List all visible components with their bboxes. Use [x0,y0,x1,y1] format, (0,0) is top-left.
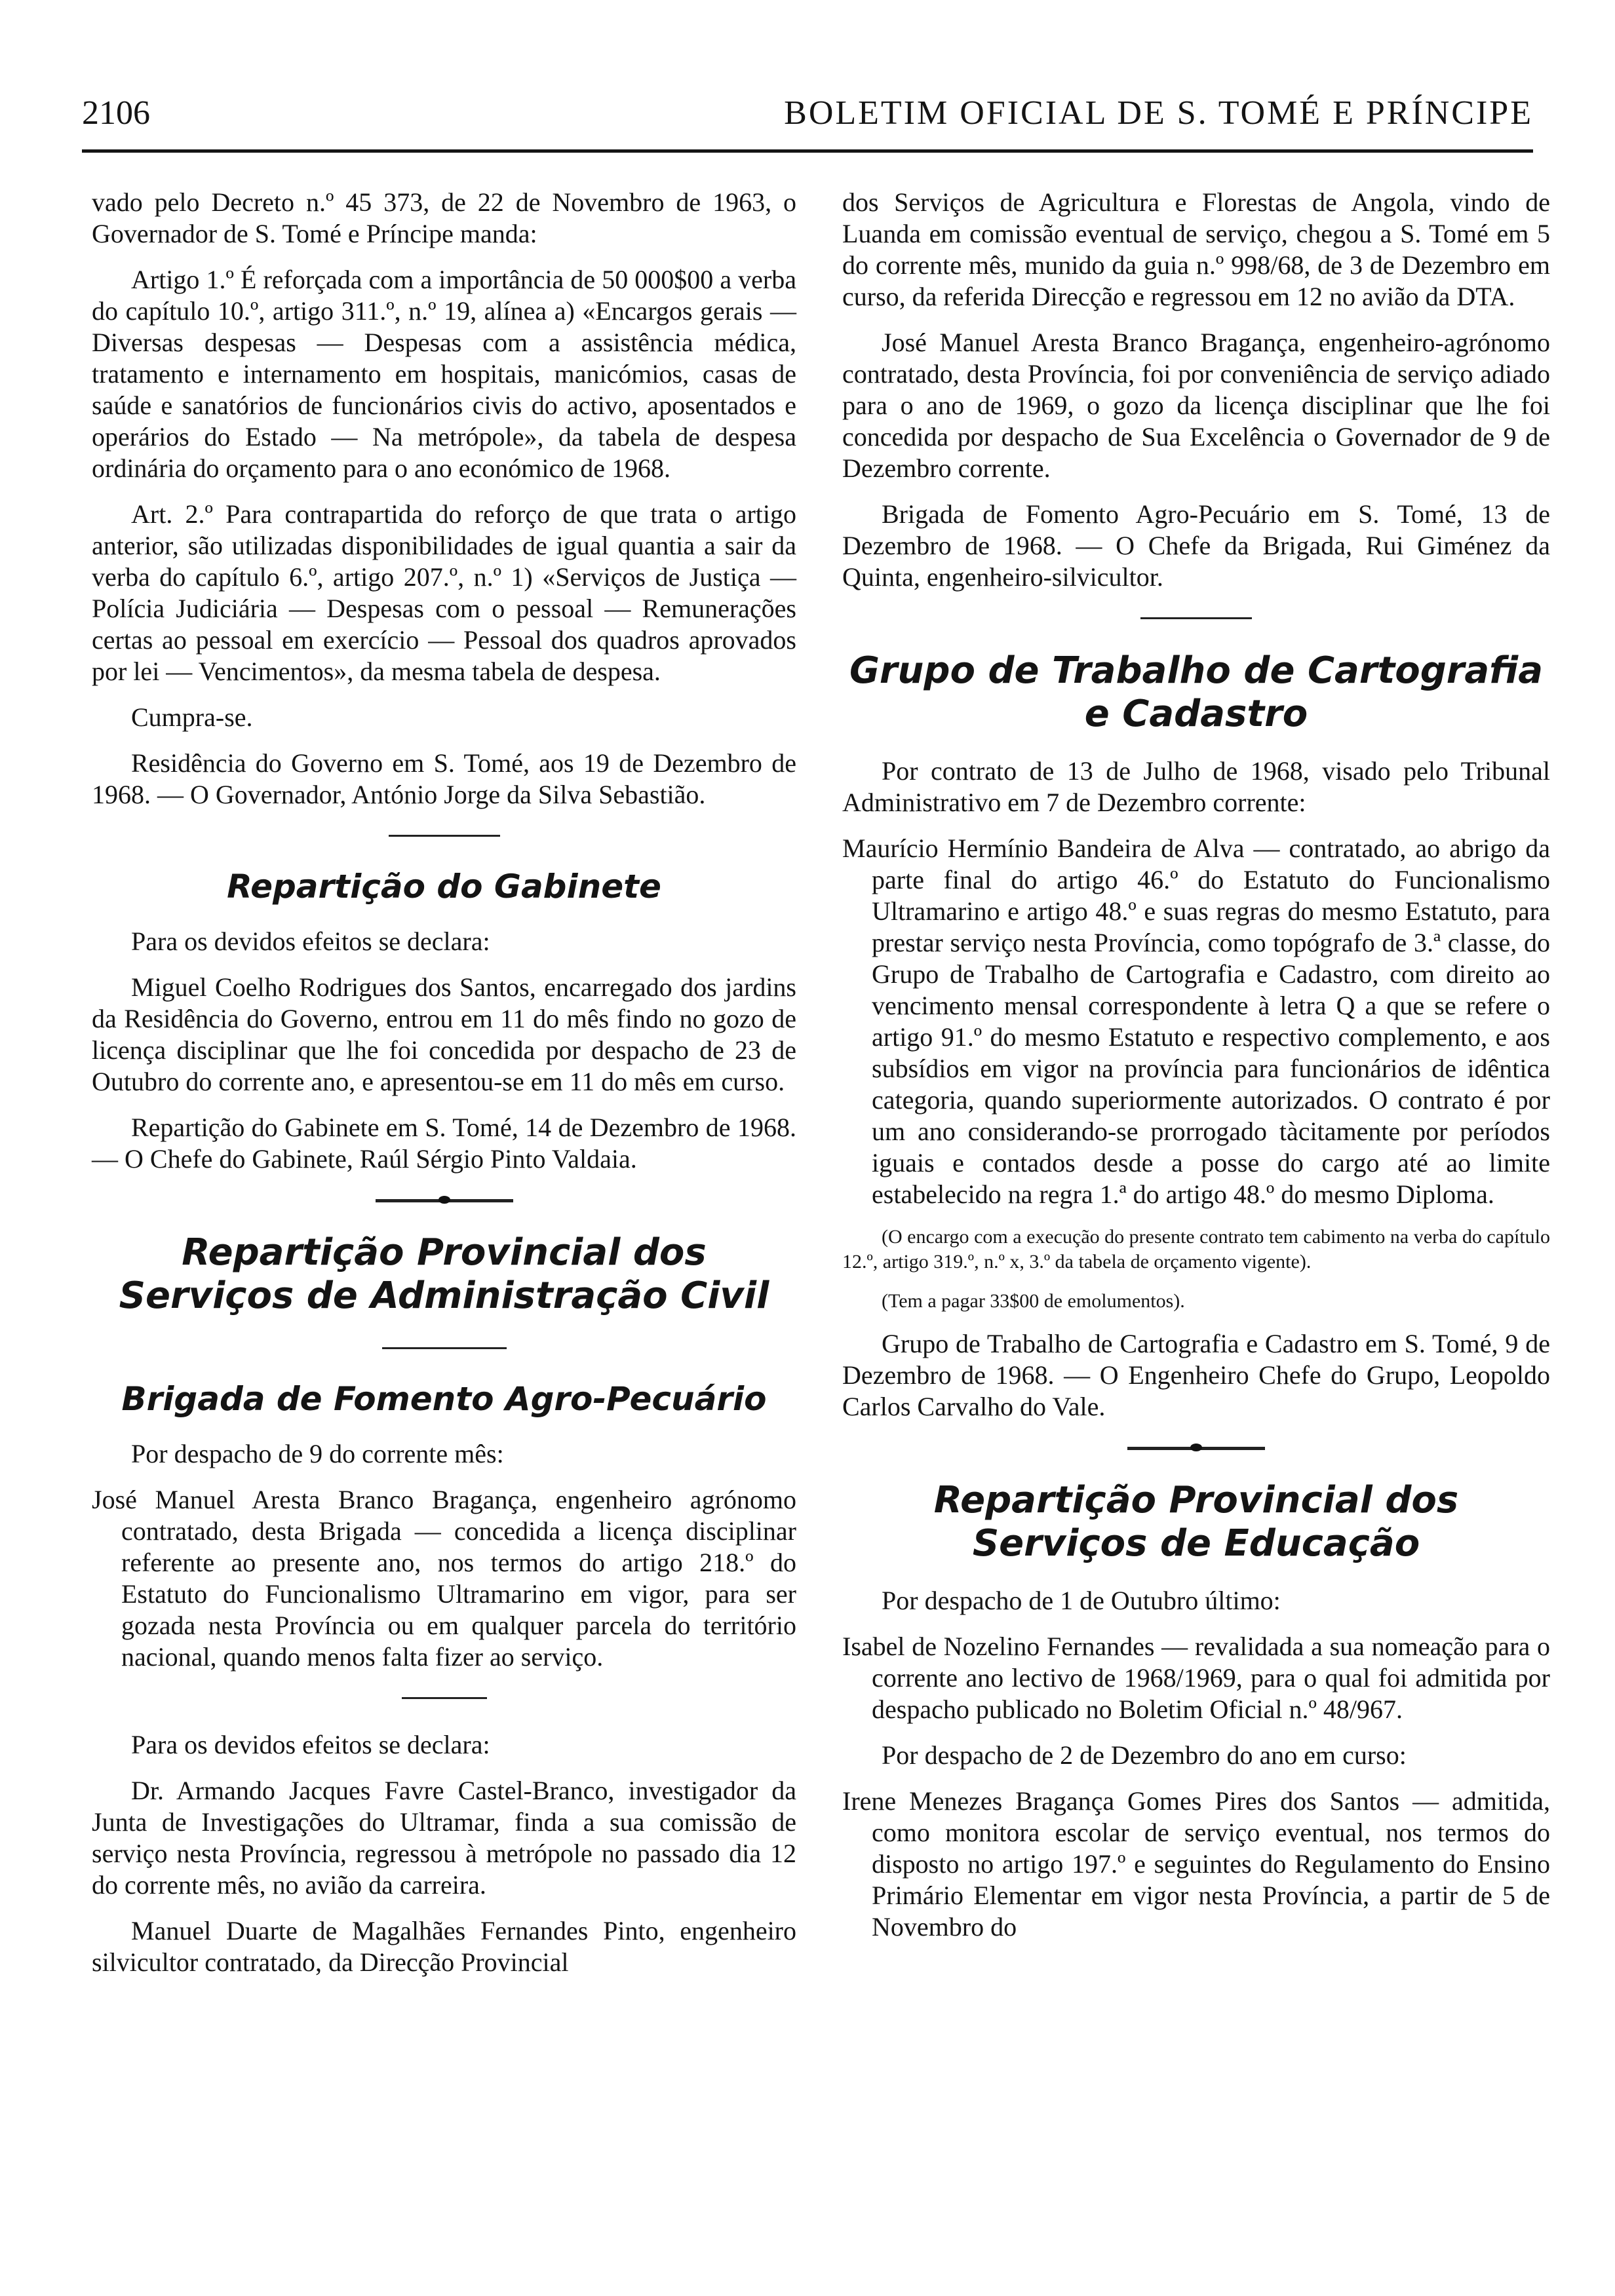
left-paragraph: José Manuel Aresta Branco Bragança, engenheiro agrónomo contratado, desta Brigada — concedida a licença disciplinar referente ao presente ano, nos termos do artigo 218.º do Estatuto do Funcionalismo Ultramarino em vigor, para ser gozada nesta Província ou em qualquer parcela do território nacional, quando menos falta fizer ao serviço. [92,1485,796,1672]
section-heading: Grupo de Trabalho de Cartografia e Cadastro [849,649,1544,735]
right-paragraph: Isabel de Nozelino Fernandes — revalidada a sua nomeação para o corrente ano lectivo de 1968/1969, para o qual foi admitida por despacho publicado no Boletim Oficial n.º 48/967. [842,1632,1550,1724]
page-header [82,88,1533,141]
right-paragraph: Maurício Hermínio Bandeira de Alva — contratado, ao abrigo da parte final do artigo 46.º do Estatuto do Funcionalismo Ultramarino e artigo 48.º e suas regras do mesmo Estatuto, para prestar serviço nesta Província, como topógrafo de 3.ª classe, do Grupo de Trabalho de Cartografia e Cadastro, com direito ao vencimento mensal correspondente à letra Q a que se refere o artigo 91.º do mesmo Estatuto e respectivo complemento, e aos subsídios em vigor na província para funcionários de idêntica categoria, quando superiormente autorizados. O contrato é por um ano considerando-se prorrogado tàcitamente por períodos iguais e contados desde a posse do cargo até ao limite estabelecido na regra 1.ª do artigo 48.º do mesmo Diploma. [842,833,1550,1209]
right-paragraph: dos Serviços de Agricultura e Florestas de Angola, vindo de Luanda em comissão eventual de serviço, chegou a S. Tomé em 5 do corrente mês, munido da guia n.º 998/68, de 3 de Dezembro em curso, da referida Direcção e regressou em 12 no avião da DTA. [842,187,1550,311]
section-heading: Repartição Provincial dos Serviços de Administração Civil [119,1231,769,1317]
left-paragraph: Residência do Governo em S. Tomé, aos 19 de Dezembro de 1968. — O Governador, António Jorge da Silva Sebastião. [92,748,796,809]
right-paragraph: José Manuel Aresta Branco Bragança, engenheiro-agrónomo contratado, desta Província, foi por conveniência de serviço adiado para o ano de 1969, o gozo da licença disciplinar que lhe foi concedida por despacho de Sua Excelência o Governador de 9 de Dezembro corrente. [842,328,1550,483]
right-paragraph: Por contrato de 13 de Julho de 1968, visado pelo Tribunal Administrativo em 7 de Dezembro corrente: [842,756,1550,817]
left-column [92,187,796,1993]
right-paragraph: Irene Menezes Bragança Gomes Pires dos Santos — admitida, como monitora escolar de serviço eventual, nos termos do disposto no artigo 197.º e seguintes do Regulamento do Ensino Primário Elementar em vigor nesta Província, a partir de 5 de Novembro do [842,1786,1550,1942]
right-paragraph: Por despacho de 1 de Outubro último: [882,1586,1281,1615]
section-heading: Brigada de Fomento Agro-Pecuário [121,1380,767,1418]
right-note: (Tem a pagar 33$00 de emolumentos). [882,1290,1185,1312]
right-paragraph: Por despacho de 2 de Dezembro do ano em curso: [882,1740,1407,1770]
left-paragraph: Para os devidos efeitos se declara: [131,1730,490,1759]
left-paragraph: Para os devidos efeitos se declara: [131,927,490,956]
section-heading: Repartição Provincial dos Serviços de Educação [933,1479,1459,1565]
left-paragraph: Miguel Coelho Rodrigues dos Santos, encarregado dos jardins da Residência do Governo, entrou em 11 do mês findo no gozo de licença disciplinar que lhe foi concedida por despacho de 23 de Outubro do corrente ano, e apresentou-se em 11 do mês em curso. [92,972,796,1096]
section-heading: Repartição do Gabinete [227,868,661,906]
left-paragraph: Por despacho de 9 do corrente mês: [131,1439,504,1468]
section-separator [92,1337,796,1360]
left-paragraph: Art. 2.º Para contrapartida do reforço de que trata o artigo anterior, são utilizadas disponibilidades de igual quantia a sair da verba do capítulo 6.º, artigo 207.º, n.º 1) «Serviços de Justiça — Polícia Judiciária — Despesas com o pessoal — Remunerações certas ao pessoal em exercício — Pessoal dos quadros aprovados por lei — Vencimentos», da mesma tabela de despesa. [92,499,796,686]
right-paragraph: Brigada de Fomento Agro-Pecuário em S. Tomé, 13 de Dezembro de 1968. — O Chefe da Brigada, Rui Giménez da Quinta, engenheiro-silvicultor. [842,499,1550,592]
left-paragraph: Manuel Duarte de Magalhães Fernandes Pinto, engenheiro silvicultor contratado, da Direcção Provincial [92,1916,796,1977]
section-separator [842,607,1550,630]
publication-title: BOLETIM OFICIAL DE S. TOMÉ E PRÍNCIPE [784,94,1533,132]
section-separator [92,1687,796,1710]
left-paragraph: vado pelo Decreto n.º 45 373, de 22 de Novembro de 1963, o Governador de S. Tomé e Príncipe manda: [92,187,796,248]
section-separator [842,1437,1550,1459]
section-separator [92,825,796,847]
left-paragraph: Dr. Armando Jacques Favre Castel-Branco, investigador da Junta de Investigações do Ultramar, finda a sua comissão de serviço nesta Província, regressou à metrópole no passado dia 12 do corrente mês, no avião da carreira. [92,1776,796,1900]
header-rule [82,149,1533,153]
right-note: (O encargo com a execução do presente contrato tem cabimento na verba do capítulo 12.º, artigo 319.º, n.º x, 3.º da tabela de orçamento vigente). [842,1226,1550,1272]
left-paragraph: Cumpra-se. [131,702,253,732]
right-column [842,187,1550,1957]
left-paragraph: Artigo 1.º É reforçada com a importância de 50 000$00 a verba do capítulo 10.º, artigo 311.º, n.º 19, alínea a) «Encargos gerais — Diversas despesas — Despesas com a assistência médica, tratamento e internamento em hospitais, manicómios, casas de saúde e sanatórios de funcionários civis do activo, aposentados e operários do Estado — Na metrópole», da tabela de despesa ordinária do orçamento para o ano económico de 1968. [92,265,796,483]
left-paragraph: Repartição do Gabinete em S. Tomé, 14 de Dezembro de 1968. — O Chefe do Gabinete, Raúl Sérgio Pinto Valdaia. [92,1113,796,1174]
section-separator [92,1189,796,1212]
right-paragraph: Grupo de Trabalho de Cartografia e Cadastro em S. Tomé, 9 de Dezembro de 1968. — O Engenheiro Chefe do Grupo, Leopoldo Carlos Carvalho do Vale. [842,1329,1550,1421]
page-number: 2106 [82,94,150,132]
